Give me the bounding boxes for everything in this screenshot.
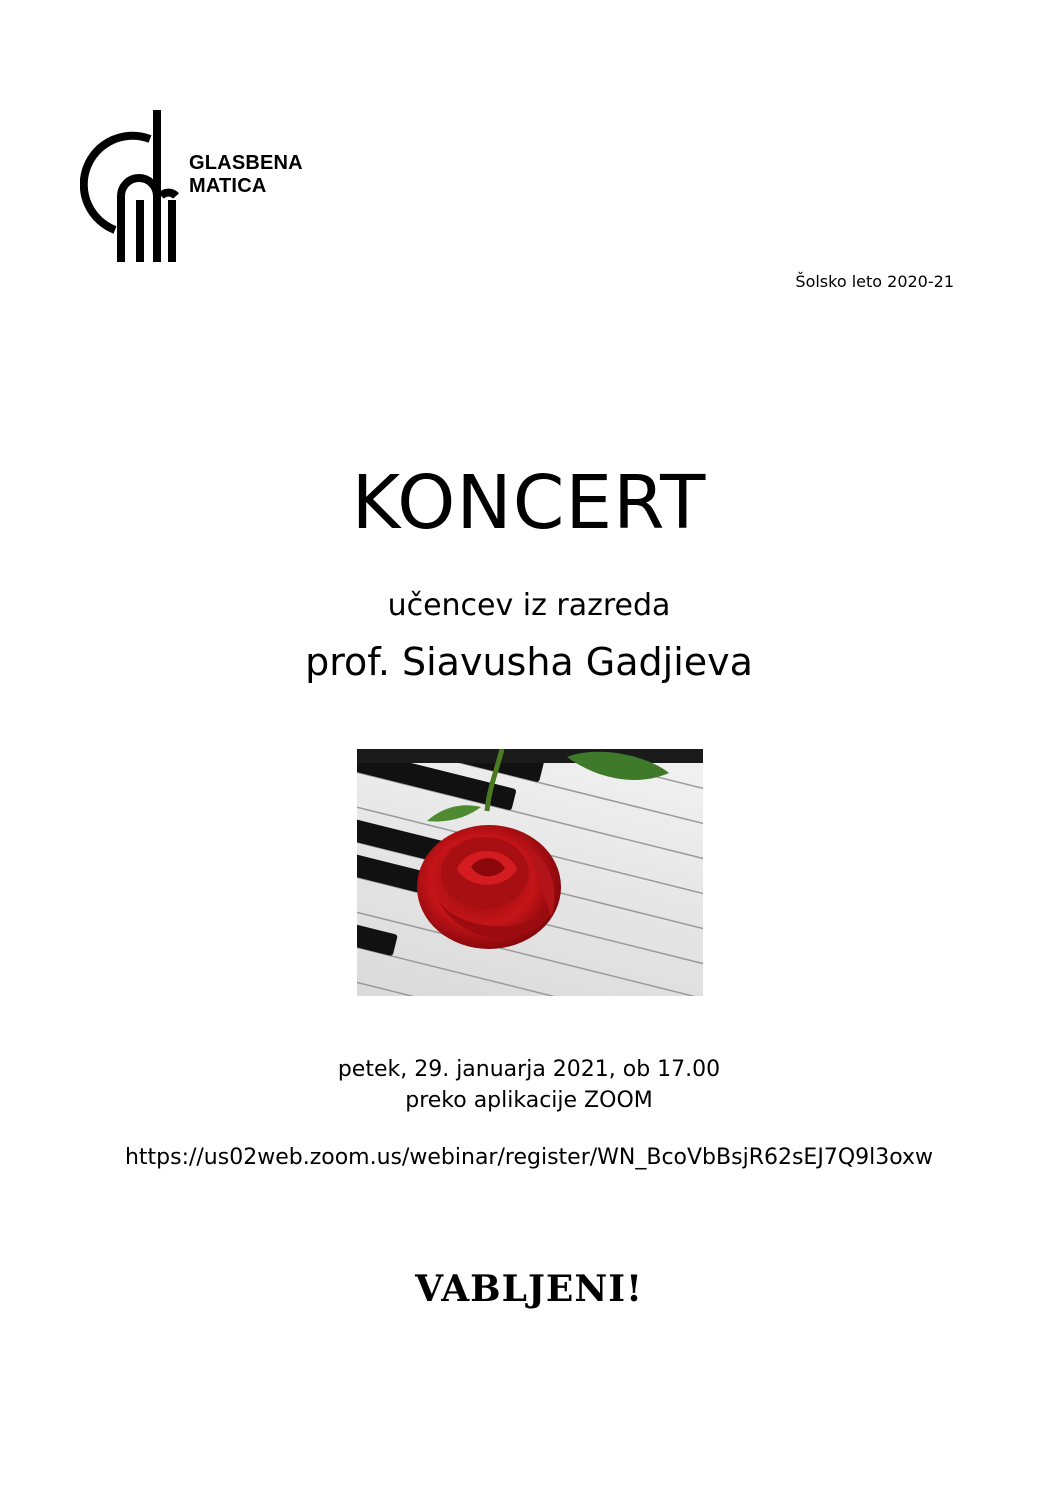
zoom-registration-link[interactable]: https://us02web.zoom.us/webinar/register/WN_BcoVbBsjR62sEJ7Q9l3oxw	[124, 1145, 934, 1170]
logo-text	[189, 152, 303, 198]
logo-line-1: GLASBENA	[189, 152, 303, 174]
page-title: KONCERT	[351, 460, 707, 546]
rose-on-piano-image	[357, 749, 703, 996]
glasbena-matica-logo	[80, 108, 340, 268]
subtitle: učencev iz razreda	[387, 588, 671, 623]
school-year: Šolsko leto 2020-21	[795, 272, 954, 291]
event-venue: preko aplikacije ZOOM	[405, 1088, 653, 1113]
logo-line-2: MATICA	[189, 175, 267, 197]
event-datetime: petek, 29. januarja 2021, ob 17.00	[337, 1057, 721, 1082]
gm-monogram-icon	[80, 108, 180, 268]
invitation-text: VABLJENI!	[415, 1268, 643, 1310]
teacher-name: prof. Siavusha Gadjieva	[305, 640, 753, 684]
